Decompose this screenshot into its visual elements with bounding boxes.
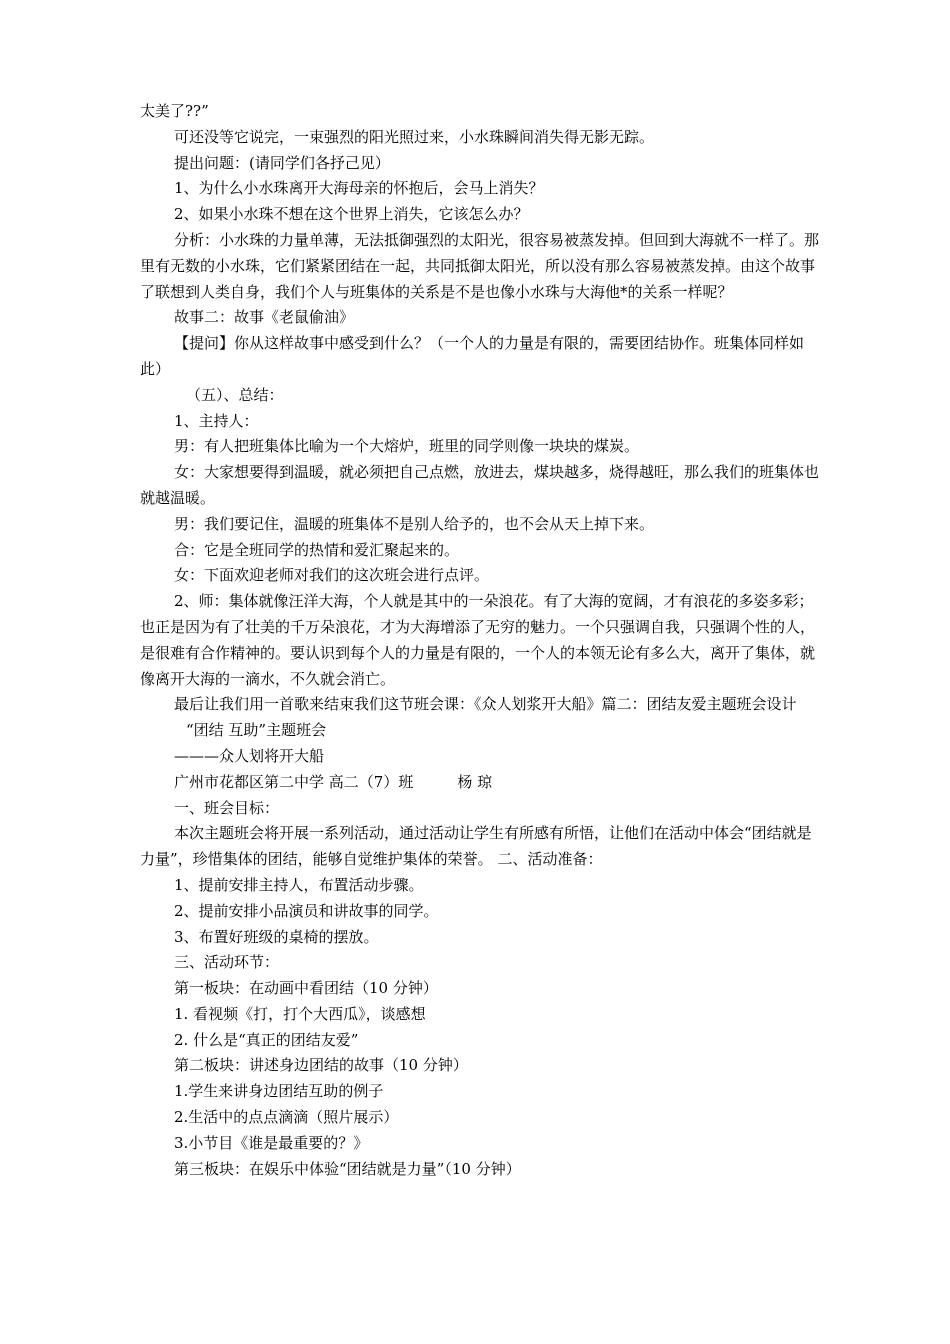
paragraph-21: 一、班会目标： xyxy=(174,798,280,817)
paragraph-12: 女：大家想要得到温暖，就必须把自己点燃，放进去，煤块越多，烧得越旺，那么我们的班集体也就越温暖。 xyxy=(140,463,820,507)
paragraph-9: （五）、总结： xyxy=(186,385,284,404)
paragraph-16: 2、师：集体就像汪洋大海，个人就是其中的一朵浪花。有了大海的宽阔，才有浪花的多姿多彩；也正是因为有了壮美的千万朵浪花，才为大海增添了无穷的魅力。一个只强调自我，只强调个性的人，是很难有合作精神的。要认识到每个人的力量是有限的，一个人的本领无论有多么大，离开了集体，就像离开大海的一滴水，不久就会消亡。 xyxy=(140,592,816,688)
paragraph-1: 太美了??” xyxy=(140,102,209,120)
paragraph-23: 1、提前安排主持人，布置活动步骤。 xyxy=(174,875,424,894)
document-body xyxy=(140,99,820,1182)
paragraph-5: 2、如果小水珠不想在这个世界上消失，它该怎么办？ xyxy=(174,205,529,224)
paragraph-10: 1、主持人： xyxy=(174,411,259,430)
author-school: 广州市花都区第二中学 高二（7）班 xyxy=(174,772,414,791)
section-title: “团结 互助”主题班会 xyxy=(186,721,327,740)
paragraph-2: 可还没等它说完，一束强烈的阳光照过来，小水珠瞬间消失得无影无踪。 xyxy=(174,127,655,146)
paragraph-25: 3、布置好班级的桌椅的摆放。 xyxy=(174,927,379,946)
paragraph-33: 3.小节目《谁是最重要的？》 xyxy=(174,1133,369,1152)
author-line xyxy=(140,770,820,796)
paragraph-24: 2、提前安排小品演员和讲故事的同学。 xyxy=(174,901,439,920)
paragraph-6: 分析：小水珠的力量单薄，无法抵御强烈的太阳光，很容易被蒸发掉。但回到大海就不一样了。那里有无数的小水珠，它们紧紧团结在一起，共同抵御太阳光，所以没有那么容易被蒸发掉。由这个故事了联想到人类自身，我们个人与班集体的关系是不是也像小水珠与大海他*的关系一样呢？ xyxy=(140,230,820,301)
paragraph-4: 1、为什么小水珠离开大海母亲的怀抱后，会马上消失？ xyxy=(174,179,544,198)
paragraph-13: 男：我们要记住，温暖的班集体不是别人给予的，也不会从天上掉下来。 xyxy=(174,514,655,533)
paragraph-17: 最后让我们用一首歌来结束我们这节班会课：《众人划浆开大船》篇二：团结友爱主题班会设计 xyxy=(174,695,797,714)
section-subtitle: ———众人划将开大船 xyxy=(174,746,325,765)
paragraph-26: 三、活动环节： xyxy=(174,953,280,972)
paragraph-7: 故事二：故事《老鼠偷油》 xyxy=(174,308,355,327)
paragraph-15: 女：下面欢迎老师对我们的这次班会进行点评。 xyxy=(174,566,490,585)
paragraph-11: 男：有人把班集体比喻为一个大熔炉，班里的同学则像一块块的煤炭。 xyxy=(174,437,640,456)
paragraph-30: 第二板块：讲述身边团结的故事（10 分钟） xyxy=(174,1056,468,1075)
paragraph-27: 第一板块：在动画中看团结（10 分钟） xyxy=(174,979,438,998)
paragraph-8: 【提问】你从这样故事中感受到什么？（一个人的力量是有限的，需要团结协作。班集体同样如此） xyxy=(140,334,805,378)
paragraph-22: 本次主题班会将开展一系列活动，通过活动让学生有所感有所悟，让他们在活动中体会“团结就是力量”，珍惜集体的团结，能够自觉维护集体的荣誉。 二、活动准备： xyxy=(140,824,812,869)
paragraph-32: 2.生活中的点点滴滴（照片展示） xyxy=(174,1108,399,1127)
paragraph-29: 2. 什么是“真正的团结友爱” xyxy=(174,1030,359,1049)
paragraph-34: 第三板块：在娱乐中体验“团结就是力量”（10 分钟） xyxy=(174,1159,521,1178)
paragraph-31: 1.学生来讲身边团结互助的例子 xyxy=(174,1082,384,1101)
paragraph-3: 提出问题：(请同学们各抒己见） xyxy=(174,153,390,172)
author-name: 杨 琼 xyxy=(457,772,493,791)
paragraph-28: 1. 看视频《打，打个大西瓜》，谈感想 xyxy=(174,1004,426,1023)
paragraph-14: 合：它是全班同学的热情和爱汇聚起来的。 xyxy=(174,540,460,559)
